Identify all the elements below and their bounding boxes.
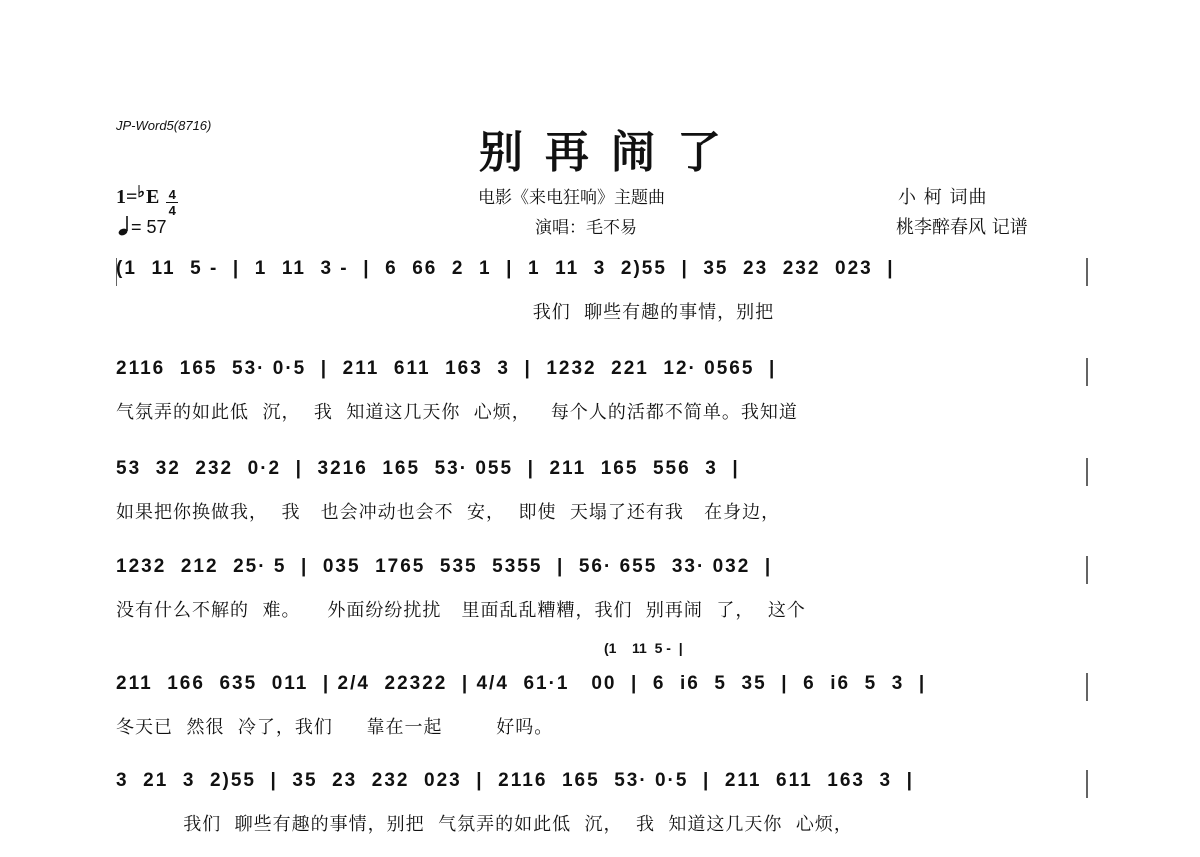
time-signature (166, 188, 178, 218)
tempo-marking (118, 216, 167, 238)
staff-5-notes: 211 166 635 011 | 2/4 22322 | 4/4 61·1 00 | 6 i6 5 35 | 6 i6 5 3 | (116, 673, 927, 694)
staff-2-notes: 2116 165 53· 0·5 | 211 611 163 3 | 1232 221 12· 0565 | (116, 358, 777, 379)
staff-2 (116, 350, 1090, 445)
staff-4-notes: 1232 212 25· 5 | 035 1765 535 5355 | 56· 655 33· 032 | (116, 556, 773, 577)
staff-1 (116, 250, 1090, 345)
tempo-value: = 57 (131, 217, 167, 237)
staff-6-notes: 3 21 3 2)55 | 35 23 232 023 | 2116 165 53· 0·5 | 211 611 163 3 | (116, 770, 914, 791)
staff-4-lyrics: 没有什么不解的 难。 外面纷纷扰扰 里面乱乱糟糟，我们 别再闹 了， 这个 (116, 600, 806, 621)
key-note: E (145, 186, 160, 208)
staff-6-lyrics: 我们 聊些有趣的事情，别把 气氛弄的如此低 沉， 我 知道这几天你 心烦， (116, 814, 853, 835)
staff-3-lyrics: 如果把你换做我， 我 也会冲动也会不 安， 即使 天塌了还有我 在身边， (116, 502, 781, 523)
cue-notes: (1 11 5 - | (604, 640, 683, 656)
staff-1-notes: (1 11 5 - | 1 11 3 - | 6 66 2 1 | 1 11 3 2)55 | 35 23 232 023 | (116, 258, 895, 279)
singer: 演唱：毛不易 (535, 218, 637, 238)
staff-3 (116, 450, 1090, 545)
quarter-note-icon (118, 216, 131, 236)
time-top: 4 (168, 186, 176, 202)
staff-5 (116, 665, 1090, 760)
transcriber: 桃李醉春风 记谱 (896, 217, 1028, 238)
staff-5-lyrics: 冬天已 然很 冷了，我们 靠在一起 好吗。 (116, 717, 554, 738)
staff-1-lyrics: 我们 聊些有趣的事情，别把 (116, 302, 775, 323)
lyricist-composer: 小 柯 词曲 (898, 187, 988, 208)
staff-6 (116, 762, 1090, 857)
subtitle: 电影《来电狂响》主题曲 (478, 188, 665, 208)
time-bottom: 4 (168, 203, 176, 218)
staff-4 (116, 548, 1090, 643)
key-prefix: 1= (116, 186, 138, 208)
flat-symbol: ♭ (137, 184, 145, 201)
key-signature (116, 182, 178, 217)
staff-3-notes: 53 32 232 0·2 | 3216 165 53· 055 | 211 165 556 3 | (116, 458, 740, 479)
song-title: 别再闹了 (479, 127, 743, 178)
software-watermark: JP-Word5(8716) (116, 118, 212, 133)
staff-2-lyrics: 气氛弄的如此低 沉， 我 知道这几天你 心烦， 每个人的活都不简单。我知道 (116, 402, 798, 423)
